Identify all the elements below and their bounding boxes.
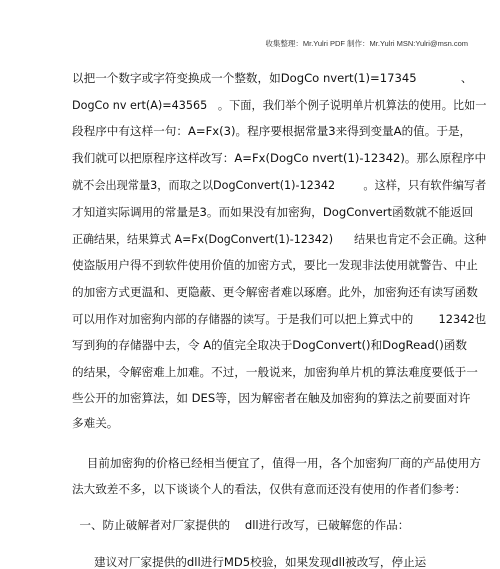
text-line-1: 以把一个数字或字符变换成一个整数，如DogCo nvert(1)=17345 、 xyxy=(72,71,473,85)
text-line-16: 法大致差不多，以下谈谈个人的看法，仅供有意而还没有使用的作者们参考： xyxy=(72,482,467,496)
text-line-18: 建议对厂家提供的dll进行MD5校验，如果发现dll被改写，停止运 xyxy=(72,555,427,569)
text-line-12: 的结果，令解密难上加难。不过，一般说来，加密狗单片机的算法难度要低于一 xyxy=(72,365,478,379)
text-line-3: 段程序中有这样一句：A=Fx(3)。程序要根据常量3来得到变量A的值。于是， xyxy=(72,124,472,138)
text-line-10: 可以用作对加密狗内部的存储器的读写。于是我们可以把上算式中的 12342也 xyxy=(72,312,487,326)
text-line-13: 些公开的加密算法，如 DES等，因为解密者在触及加密狗的算法之前要面对许 xyxy=(72,391,471,405)
text-line-14: 多难关。 xyxy=(72,416,119,430)
text-line-6: 才知道实际调用的常量是3。而如果没有加密狗，DogConvert函数就不能返回 xyxy=(72,205,474,219)
text-line-11: 写到狗的存储器中去，令 A的值完全取决于DogConvert()和DogRead()函数 xyxy=(72,338,467,352)
text-line-7: 正确结果，结果算式 A=Fx(DogConvert(1)-12342) 结果也肯定不会正确。这种 xyxy=(72,232,487,246)
text-line-17: 一、防止破解者对厂家提供的 dll进行改写，已破解您的作品： xyxy=(72,518,410,532)
text-line-8: 使盗版用户得不到软件使用价值的加密方式，要比一发现非法使用就警告、中止 xyxy=(72,258,478,272)
page-header: 收集整理：Mr.Yulri PDF 制作：Mr.Yulri MSN:Yulri@msn.com xyxy=(265,39,468,48)
text-line-4: 我们就可以把原程序这样改写：A=Fx(DogCo nvert(1)-12342)。那么原程序中 xyxy=(72,151,487,165)
text-line-15: 目前加密狗的价格已经相当便宜了，值得一用，各个加密狗厂商的产品使用方 xyxy=(72,456,481,470)
text-line-5: 就不会出现常量3，而取之以DogConvert(1)-12342 。这样，只有软件编写者 xyxy=(72,178,487,192)
text-line-9: 的加密方式更温和、更隐蔽、更令解密者难以琢磨。此外，加密狗还有读写函数 xyxy=(72,285,478,299)
text-line-2: DogCo nv ert(A)=43565 。下面，我们举个例子说明单片机算法的使用。比如一 xyxy=(72,98,487,112)
